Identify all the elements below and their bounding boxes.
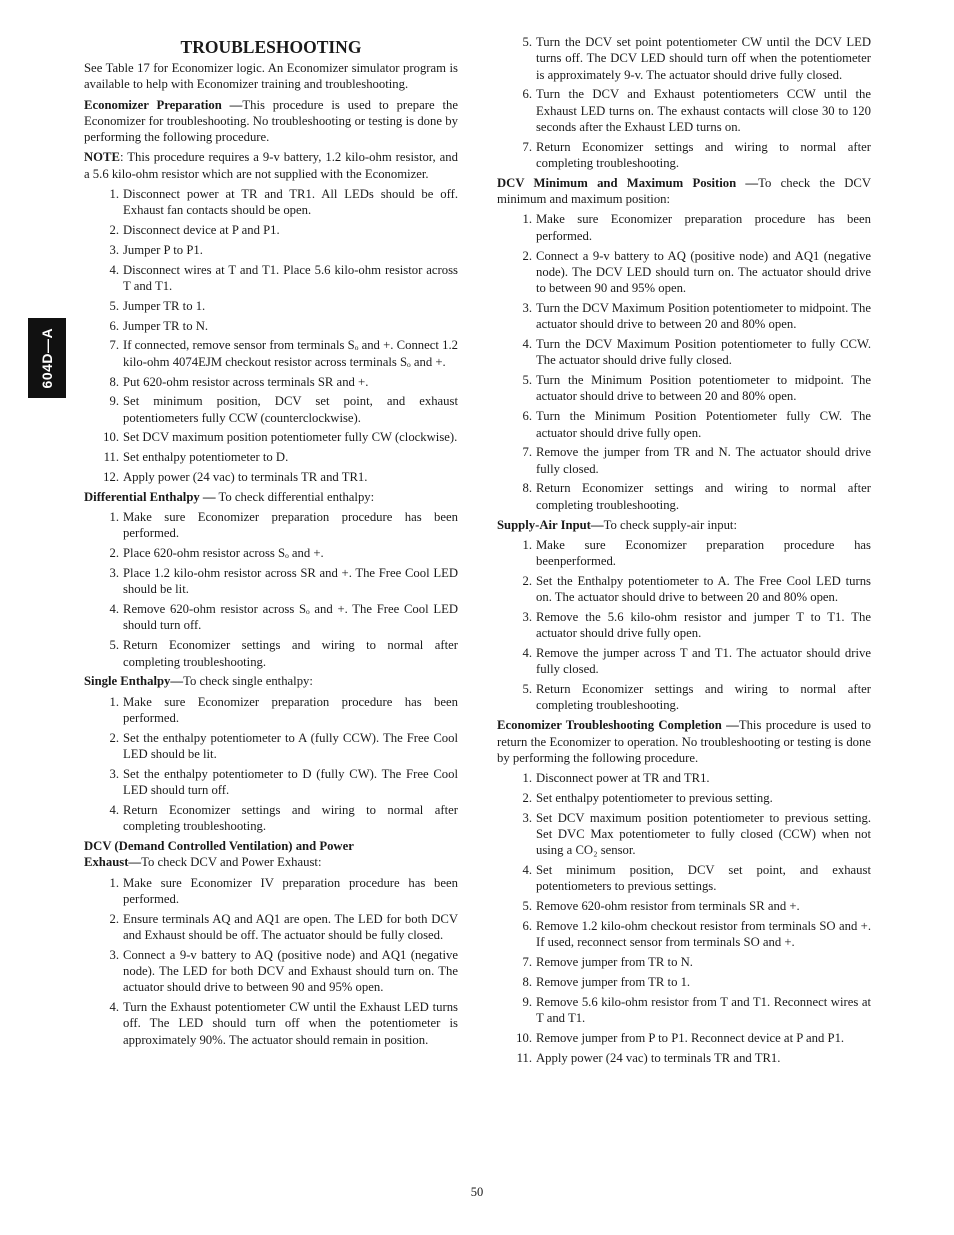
list-item-text: Return Economizer settings and wiring to normal after completing troubleshooting. [123,802,458,834]
list-item [497,444,871,477]
list-item-number: 12. [103,470,119,485]
list-item [84,802,458,835]
list-item-text: Turn the DCV set point potentiometer CW until the DCV LED turns off. The DCV LED should turn off when the potentiometer is approximately 9-v. The actuator should drive fully closed. [536,35,871,82]
list-item [497,34,871,83]
list-item-text: Turn the Minimum Position potentiometer to midpoint. The actuator should drive to between 20 and 80% open. [536,373,871,404]
list-item-text: Remove 1.2 kilo-ohm checkout resistor from terminals SO and +. If used, reconnect sensor from terminals SO and +. [536,919,871,950]
list-item-number: 5. [109,298,119,313]
list-item-text: Disconnect wires at T and T1. Place 5.6 kilo-ohm resistor across T and T1. [123,262,458,294]
dcv-paragraph-2 [84,854,458,870]
side-tab [28,318,66,398]
list-item-text: Turn the DCV Maximum Position potentiometer to midpoint. The actuator should drive to between 20 and 80% open. [536,300,871,332]
list-item-number: 5. [522,373,532,388]
list-item [84,298,458,314]
list-item [84,766,458,799]
list-item-text: Turn the Minimum Position Potentiometer fully CW. The actuator should drive fully open. [536,409,871,440]
list-item-text: Make sure Economizer preparation procedure has been performed. [123,694,458,725]
list-item-number: 3. [522,300,532,315]
list-item-number: 3. [522,810,532,825]
list-item-text: Remove jumper from P to P1. Reconnect device at P and P1. [536,1030,845,1045]
list-item-text: Remove 620-ohm resistor from terminals SR and +. [536,899,800,914]
list-item-number: 8. [109,374,119,389]
list-item-number: 4. [522,863,532,878]
diff-paragraph [84,489,458,505]
diff-heading: Differential Enthalpy — [84,489,216,504]
list-item-text: Set DCV maximum position potentiometer to previous setting. Set DVC Max potentiometer to fully closed (CCW) when not using a CO₂ sensor. [536,810,871,858]
list-item-number: 2. [522,248,532,263]
list-item-number: 1. [109,694,119,709]
list-item-text: Jumper TR to 1. [123,298,206,313]
single-steps-list [84,694,458,835]
list-item-number: 11. [516,1050,532,1065]
list-item [84,999,458,1048]
dcvminmax-steps-list [497,211,871,513]
list-item [497,974,871,990]
dcv-heading-line1: DCV (Demand Controlled Ventilation) and Power [84,838,354,853]
list-item-text: Set enthalpy potentiometer to previous setting. [536,790,773,805]
list-item-text: Remove the 5.6 kilo-ohm resistor and jumper T to T1. The actuator should drive fully open. [536,610,871,641]
list-item-text: Remove the jumper across T and T1. The actuator should drive fully closed. [536,646,871,677]
list-item-number: 1. [522,537,532,552]
list-item [497,770,871,786]
left-column [84,34,458,1052]
list-item-text: Turn the DCV Maximum Position potentiometer to fully CCW. The actuator should drive fully closed. [536,337,871,368]
list-item [84,911,458,944]
list-item-number: 3. [109,766,119,781]
list-item-number: 9. [522,994,532,1009]
list-item [84,242,458,258]
list-item-text: Jumper P to P1. [123,242,203,257]
list-item-text: Set minimum position, DCV set point, and exhaust potentiometers fully CCW (counterclockwise). [123,394,458,425]
list-item [84,262,458,295]
list-item-number: 8. [522,481,532,496]
list-item-text: Remove the jumper from TR and N. The actuator should drive fully closed. [536,445,871,476]
list-item-number: 6. [522,409,532,424]
list-item-number: 11. [103,450,119,465]
list-item-number: 5. [522,899,532,914]
list-item-number: 1. [109,187,119,202]
list-item-text: Return Economizer settings and wiring to normal after completing troubleshooting. [536,481,871,512]
supply-text: To check supply-air input: [603,517,737,532]
list-item-number: 1. [522,771,532,786]
list-item [84,601,458,634]
list-item-number: 7. [522,955,532,970]
list-item [84,509,458,542]
page-number: 50 [470,1185,484,1199]
list-item [84,565,458,598]
list-item-number: 6. [522,919,532,934]
list-item [84,637,458,670]
list-item [497,994,871,1027]
list-item-number: 4. [109,802,119,817]
list-item-number: 8. [522,974,532,989]
list-item [497,681,871,714]
list-item [497,645,871,678]
list-item-number: 2. [522,573,532,588]
list-item-number: 5. [522,682,532,697]
list-item [84,469,458,485]
list-item-number: 9. [109,394,119,409]
prep-heading: Economizer Preparation — [84,97,243,112]
prep-text: This procedure is used to prepare the Economizer for troubleshooting. No troubleshooting or testing is done by performing the following procedure. [84,97,458,145]
list-item-number: 2. [109,546,119,561]
list-item-number: 5. [522,35,532,49]
dcv-steps-list [84,875,458,1048]
note-heading: NOTE [84,150,120,165]
list-item-text: Disconnect power at TR and TR1. [536,771,710,786]
list-item-text: Make sure Economizer preparation procedure has been performed. [123,510,458,541]
list-item-number: 10. [103,430,119,445]
intro-paragraph: See Table 17 for Economizer logic. An Economizer simulator program is available to help with Economizer training and troubleshooting. [84,61,458,92]
list-item [84,374,458,390]
list-item-number: 3. [109,566,119,581]
list-item-number: 4. [109,262,119,277]
list-item-number: 3. [109,242,119,257]
list-item-number: 6. [522,87,532,102]
list-item-text: Connect a 9-v battery to AQ (positive node) and AQ1 (negative node). The DCV LED should turn on. The actuator should drive to between 90 and 95% open. [536,248,871,296]
list-item [497,211,871,244]
list-item [497,300,871,333]
list-item-number: 4. [109,1000,119,1015]
list-item [497,898,871,914]
list-item-text: Connect a 9-v battery to AQ (positive node) and AQ1 (negative node). The LED for both DCV and Exhaust should turn on. The actuator should drive to between 90 and 95% open. [123,947,458,995]
list-item [497,790,871,806]
diff-steps-list [84,509,458,670]
list-item-text: Disconnect device at P and P1. [123,223,280,238]
list-item-text: Remove 5.6 kilo-ohm resistor from T and T1. Reconnect wires at T and T1. [536,994,871,1026]
list-item-text: Return Economizer settings and wiring to normal after completing troubleshooting. [123,638,458,669]
list-item-text: Set the enthalpy potentiometer to D (fully CW). The Free Cool LED should turn off. [123,766,458,798]
dcvminmax-text: To check the DCV minimum and maximum position: [497,175,872,207]
list-item-text: Place 1.2 kilo-ohm resistor across SR and +. The Free Cool LED should be lit. [123,566,458,597]
list-item-number: 5. [109,638,119,653]
list-item-number: 1. [109,875,119,890]
single-heading: Single Enthalpy— [84,674,184,689]
prep-steps-list [84,186,458,485]
list-item [497,139,871,172]
list-item-text: Jumper TR to N. [123,318,209,333]
list-item [84,694,458,727]
list-item-text: Remove 620-ohm resistor across Sₒ and +. The Free Cool LED should turn off. [123,602,458,633]
list-item [84,186,458,219]
list-item-number: 7. [522,445,532,460]
list-item [497,954,871,970]
list-item-text: Apply power (24 vac) to terminals TR and TR1. [123,470,368,485]
completion-text: This procedure is used to return the Economizer to operation. No troubleshooting or testing is done by performing the following procedure. [497,718,871,765]
list-item-number: 1. [522,212,532,227]
list-item [84,875,458,908]
dcv-steps-list-continued [497,34,871,171]
supply-heading: Supply-Air Input— [497,517,604,532]
prep-paragraph [84,97,458,146]
single-text: To check single enthalpy: [183,674,313,689]
completion-steps-list [497,770,871,1066]
dcvminmax-heading: DCV Minimum and Maximum Position — [497,175,759,190]
list-item-text: Turn the DCV and Exhaust potentiometers CCW until the Exhaust LED turns on. The exhaust contacts will close 30 to 120 seconds after the Exhaust LED turns on. [536,87,871,134]
list-item [497,1050,871,1066]
list-item-number: 4. [522,337,532,352]
list-item [497,86,871,135]
note-text: : This procedure requires a 9-v battery, 1.2 kilo-ohm resistor, and a 5.6 kilo-ohm resistor which are not supplied with the Economizer. [84,150,458,181]
list-item [497,408,871,441]
list-item-text: Ensure terminals AQ and AQ1 are open. The LED for both DCV and Exhaust should be off. The actuator should be fully closed. [123,911,458,942]
list-item-number: 7. [109,338,119,353]
right-column [497,34,871,1069]
list-item-text: Set DCV maximum position potentiometer fully CW (clockwise). [123,430,458,445]
list-item-number: 3. [109,947,119,962]
list-item-text: Make sure Economizer IV preparation procedure has been performed. [123,875,458,906]
dcv-heading-line2: Exhaust— [84,855,142,870]
list-item-text: Turn the Exhaust potentiometer CW until the Exhaust LED turns off. The LED should turn off when the potentiometer is approximately 90%. The actuator should remain in position. [123,1000,458,1047]
list-item-text: Put 620-ohm resistor across terminals SR and +. [123,374,369,389]
list-item-text: Set minimum position, DCV set point, and exhaust potentiometers to previous settings. [536,863,871,894]
list-item [497,609,871,642]
list-item-text: Remove jumper from TR to N. [536,955,693,970]
list-item-number: 2. [109,911,119,926]
list-item-number: 4. [109,602,119,617]
list-item-text: Make sure Economizer preparation procedure has been performed. [536,212,871,243]
list-item [497,810,871,859]
list-item-number: 2. [109,223,119,238]
list-item-text: Return Economizer settings and wiring to normal after completing troubleshooting. [536,682,871,713]
list-item-text: Return Economizer settings and wiring to normal after completing troubleshooting. [536,139,871,171]
list-item-number: 3. [522,610,532,624]
list-item [84,947,458,996]
list-item-text: If connected, remove sensor from terminals Sₒ and +. Connect 1.2 kilo-ohm 4074EJM checkout resistor across terminals Sₒ and +. [123,338,458,369]
list-item-text: Set enthalpy potentiometer to D. [123,450,289,465]
list-item [84,730,458,763]
supply-steps-list [497,537,871,714]
list-item-number: 10. [516,1030,532,1045]
dcvminmax-paragraph [497,175,871,208]
list-item-text: Apply power (24 vac) to terminals TR and TR1. [536,1050,781,1065]
list-item [84,429,458,445]
list-item [497,537,871,570]
list-item-text: Place 620-ohm resistor across Sₒ and +. [123,546,324,561]
list-item-text: Set the Enthalpy potentiometer to A. The Free Cool LED turns on. The actuator should drive to between 20 and 80% open. [536,573,871,605]
list-item [497,862,871,895]
list-item [84,393,458,426]
list-item [84,545,458,561]
list-item [84,449,458,465]
dcv-text: To check DCV and Power Exhaust: [141,855,322,870]
list-item [84,337,458,370]
list-item [84,318,458,334]
side-tab-label: 604D—A [38,327,55,389]
list-item-number: 7. [522,139,532,154]
list-item-number: 2. [109,730,119,745]
list-item-number: 4. [522,646,532,661]
list-item [497,336,871,369]
list-item-text: Make sure Economizer preparation procedure has beenperformed. [536,537,871,569]
list-item [497,480,871,513]
single-paragraph [84,673,458,689]
dcv-paragraph [84,838,458,854]
completion-heading: Economizer Troubleshooting Completion — [497,718,739,733]
list-item [497,372,871,405]
list-item-text: Disconnect power at TR and TR1. All LEDs should be off. Exhaust fan contacts should be open. [123,187,458,218]
list-item [497,1030,871,1046]
list-item-text: Set the enthalpy potentiometer to A (fully CCW). The Free Cool LED should be lit. [123,730,458,761]
completion-paragraph [497,717,871,766]
list-item-text: Remove jumper from TR to 1. [536,974,691,989]
list-item [84,222,458,238]
note-paragraph [84,149,458,182]
list-item-number: 1. [109,510,119,525]
list-item [497,918,871,951]
list-item-number: 6. [109,318,119,333]
supply-paragraph [497,517,871,533]
page-title: TROUBLESHOOTING [180,37,362,57]
list-item [497,573,871,606]
diff-text: To check differential enthalpy: [215,489,375,504]
list-item-number: 2. [522,790,532,805]
list-item [497,248,871,297]
